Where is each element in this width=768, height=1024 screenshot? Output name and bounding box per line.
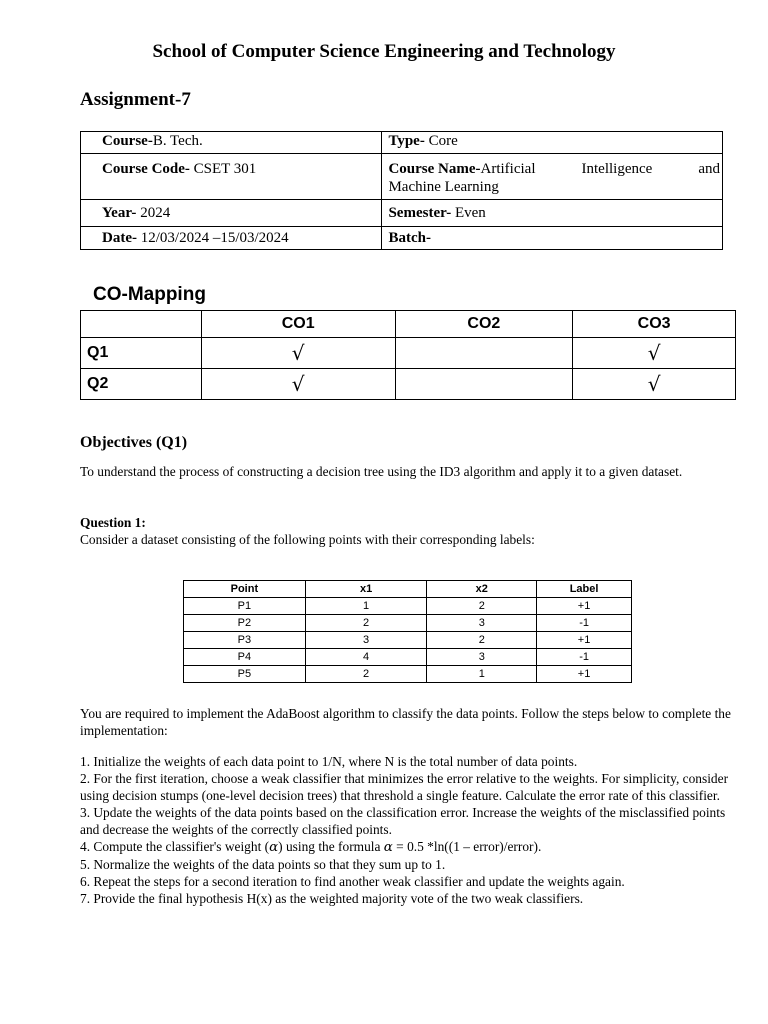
alpha-symbol: α (383, 840, 393, 855)
table-cell: P3 (184, 632, 306, 649)
step-item: 6. Repeat the steps for a second iteration to find another weak classifier and update the weights again. (80, 874, 625, 889)
table-cell: -1 (537, 615, 632, 632)
col-header: x2 (427, 581, 537, 598)
course-row-1 (81, 132, 723, 154)
step-item: 3. Update the weights of the data points based on the classification error. Increase the weights of the misclassified points and decrease the weights of the correctly classified points. (80, 805, 726, 837)
co-header-blank (81, 311, 202, 338)
table-row (184, 666, 632, 683)
course-row-2 (81, 154, 723, 200)
course-code-cell (81, 154, 382, 200)
co3-check: √ (573, 369, 736, 400)
type-value: Core (424, 133, 458, 149)
step-item: 2. For the first iteration, choose a weak classifier that minimizes the error relative to the weights. For simplicity, consider using decision stumps (one-level decision trees) that threshold a single feature. Calculate the error rate of this classifier. (80, 771, 729, 803)
table-cell: 2 (305, 615, 427, 632)
table-cell: P2 (184, 615, 306, 632)
course-code-label: Course Code- (102, 161, 190, 177)
objectives-text: To understand the process of constructing a decision tree using the ID3 algorithm and apply it to a given dataset. (80, 464, 683, 479)
co-header-co3: CO3 (573, 311, 736, 338)
co1-check: √ (201, 338, 395, 369)
question-label: Question 1: (80, 515, 146, 530)
objectives-heading: Objectives (Q1) (80, 434, 188, 451)
co1-check: √ (201, 369, 395, 400)
co-mapping-table (80, 310, 736, 400)
table-cell: 3 (427, 615, 537, 632)
course-value: B. Tech. (152, 133, 203, 149)
course-name-line1 (388, 160, 720, 178)
co2-check (395, 369, 573, 400)
table-cell: 1 (305, 598, 427, 615)
steps-list (80, 753, 740, 907)
table-cell: P5 (184, 666, 306, 683)
course-name-word: Intelligence (581, 161, 653, 177)
co-row-label: Q1 (81, 338, 202, 369)
question-intro: Consider a dataset consisting of the following points with their corresponding labels: (80, 532, 535, 547)
table-cell: 4 (305, 649, 427, 666)
co-header-row (81, 311, 736, 338)
batch-label: Batch- (388, 230, 431, 246)
step-item: 1. Initialize the weights of each data point to 1/N, where N is the total number of data points. (80, 754, 578, 769)
co-row-q1 (81, 338, 736, 369)
step-item (80, 838, 740, 856)
col-header: x1 (305, 581, 427, 598)
step4-text-b: ) using the formula (278, 839, 384, 854)
co-header-co2: CO2 (395, 311, 573, 338)
table-cell: 3 (427, 649, 537, 666)
course-row-4 (81, 227, 723, 250)
course-code-value: CSET 301 (189, 161, 257, 177)
instructions-text: You are required to implement the AdaBoost algorithm to classify the data points. Follow the steps below to complete the implementation: (80, 706, 731, 738)
table-cell: 2 (427, 632, 537, 649)
year-cell (81, 200, 382, 227)
table-row (184, 632, 632, 649)
date-value: 12/03/2024 –15/03/2024 (136, 230, 289, 246)
col-header: Label (537, 581, 632, 598)
course-name-label: Course Name- (388, 161, 481, 177)
co-header-co1: CO1 (201, 311, 395, 338)
table-cell: 2 (427, 598, 537, 615)
year-value: 2024 (136, 205, 171, 221)
date-label: Date- (102, 230, 137, 246)
co-row-label: Q2 (81, 369, 202, 400)
table-cell: +1 (537, 666, 632, 683)
course-name-word: and (698, 161, 720, 177)
course-cell (81, 132, 382, 154)
table-cell: P4 (184, 649, 306, 666)
table-row (184, 598, 632, 615)
course-name-line2: Machine Learning (388, 179, 499, 195)
type-cell (382, 132, 723, 154)
table-cell: P1 (184, 598, 306, 615)
course-name-word: Artificial (480, 161, 536, 177)
semester-cell (382, 200, 723, 227)
alpha-symbol: α (269, 840, 279, 855)
page-title: School of Computer Science Engineering and Technology (152, 41, 616, 62)
table-cell: 1 (427, 666, 537, 683)
co3-check: √ (573, 338, 736, 369)
points-table (183, 580, 632, 683)
type-label: Type- (388, 133, 425, 149)
table-row (184, 649, 632, 666)
points-header-row (184, 581, 632, 598)
table-row (184, 615, 632, 632)
semester-label: Semester- (388, 205, 452, 221)
co2-check (395, 338, 573, 369)
course-row-3 (81, 200, 723, 227)
batch-cell (382, 227, 723, 250)
step4-text-c: = 0.5 *ln((1 – error)/error). (392, 839, 542, 854)
step-item: 5. Normalize the weights of the data points so that they sum up to 1. (80, 857, 446, 872)
step4-text-a: 4. Compute the classifier's weight ( (80, 839, 270, 854)
table-cell: +1 (537, 598, 632, 615)
col-header: Point (184, 581, 306, 598)
semester-value: Even (451, 205, 486, 221)
course-label: Course- (102, 133, 153, 149)
table-cell: 3 (305, 632, 427, 649)
course-name-cell (382, 154, 723, 200)
date-cell (81, 227, 382, 250)
assignment-heading: Assignment-7 (80, 89, 191, 110)
co-row-q2 (81, 369, 736, 400)
table-cell: 2 (305, 666, 427, 683)
step-item: 7. Provide the final hypothesis H(x) as the weighted majority vote of the two weak classifiers. (80, 891, 584, 906)
co-mapping-title: CO-Mapping (93, 284, 206, 305)
table-cell: +1 (537, 632, 632, 649)
course-info-table (80, 131, 723, 250)
year-label: Year- (102, 205, 137, 221)
table-cell: -1 (537, 649, 632, 666)
